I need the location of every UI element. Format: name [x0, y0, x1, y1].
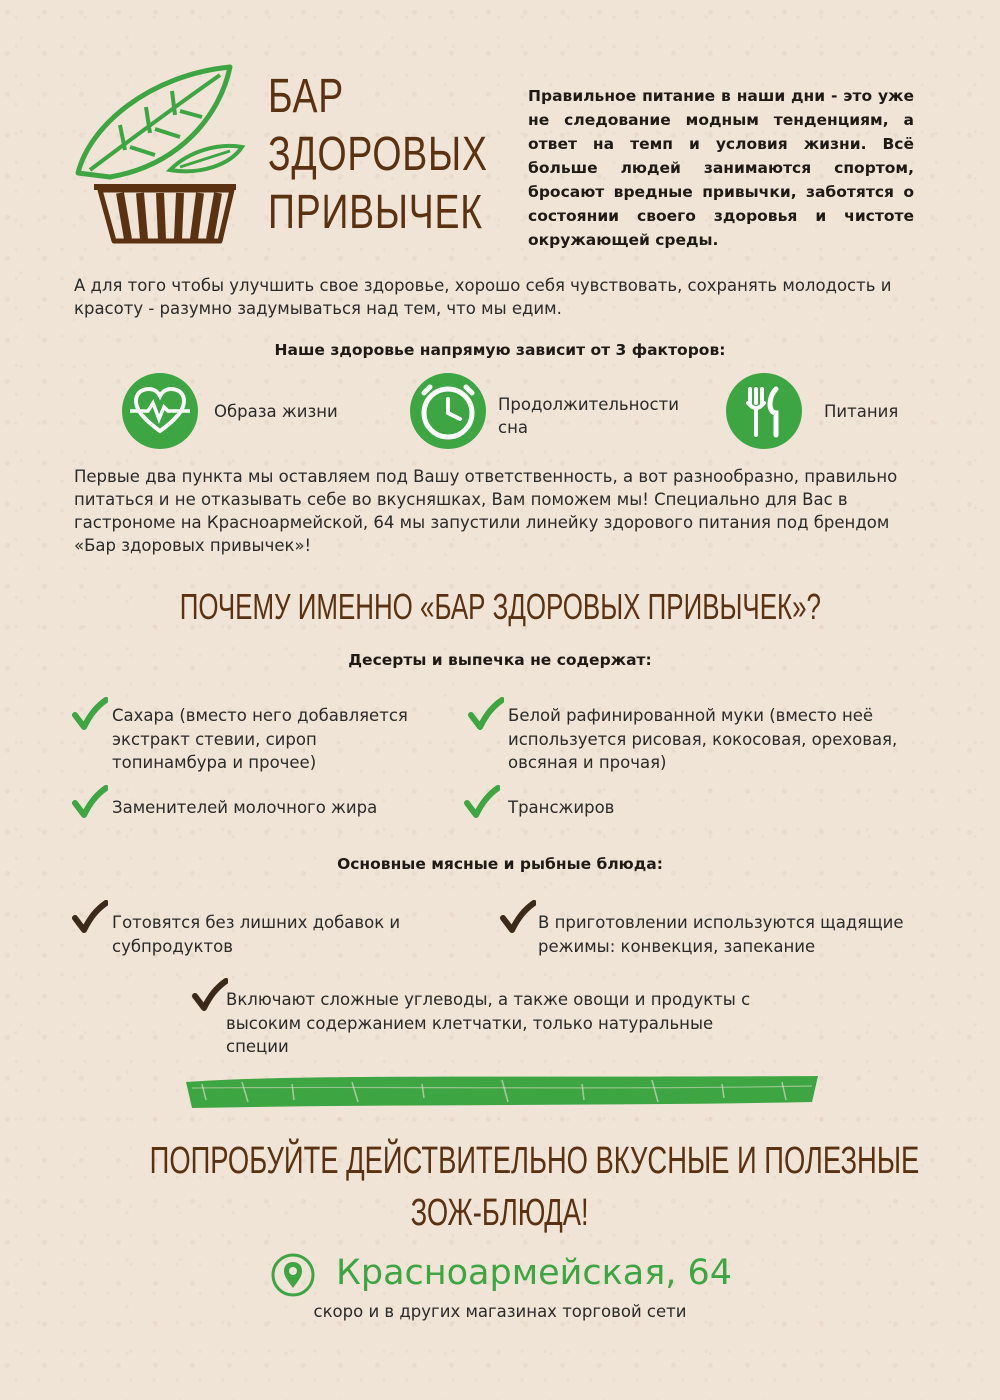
intro-text: Правильное питание в наши дни - это уже не следование модным тенденциям, а ответ на темп и условия жизни. Всё больше людей занимаются спортом, бросают вредные привычки, заботятся о состоянии своего здоровья и чистоте окружающей среды. [528, 87, 914, 249]
logo-icon [70, 55, 250, 250]
clock-icon [410, 373, 486, 449]
meat-heading: Основные мясные и рыбные блюда: [337, 855, 663, 873]
dessert-item-milkfat: Заменителей молочного жира [112, 798, 378, 817]
logo-line-1: БАР [268, 70, 345, 123]
factor-label-sleep: Продолжительности сна [498, 395, 679, 437]
heartbeat-icon [122, 373, 198, 449]
desserts-heading: Десерты и выпечка не содержат: [348, 651, 652, 669]
factors-heading: Наше здоровье напрямую зависит от 3 факторов: [274, 341, 726, 359]
location-pin-icon [270, 1252, 316, 1298]
dessert-item-flour: Белой рафинированной муки (вместо неё используется рисовая, кокосовая, ореховая, овсяная и прочая) [508, 706, 898, 772]
logo-line-3: ПРИВЫЧЕК [268, 186, 483, 239]
check-icon [468, 697, 504, 733]
meat-item-additives: Готовятся без лишних добавок и субпродуктов [112, 913, 401, 956]
logo-title [268, 68, 488, 242]
factor-label-lifestyle: Образа жизни [214, 402, 338, 421]
address-subtitle: скоро и в других магазинах торговой сети [313, 1302, 687, 1321]
meat-item-modes: В приготовлении используются щадящие режимы: конвекция, запекание [538, 913, 904, 956]
meat-item-carbs: Включают сложные углеводы, а также овощи и продукты с высоким содержанием клетчатки, только натуральные специи [226, 990, 751, 1056]
address-text: Красноармейская, 64 [336, 1253, 733, 1293]
cta-line-2-text: ЗОЖ-БЛЮДА! [410, 1192, 589, 1234]
check-icon [72, 697, 108, 733]
cta-line-1 [0, 1140, 1000, 1183]
check-icon [72, 900, 108, 936]
factor-label-nutrition: Питания [824, 402, 899, 421]
brush-divider [182, 1068, 822, 1112]
check-icon [464, 785, 500, 821]
paragraph-health: А для того чтобы улучшить свое здоровье, хорошо себя чувствовать, сохранять молодость и красоту - разумно задумываться над тем, что мы едим. [74, 276, 892, 318]
dessert-item-sugar: Сахара (вместо него добавляется экстракт стевии, сироп топинамбура и прочее) [112, 706, 408, 772]
paragraph-intro-line: Первые два пункта мы оставляем под Вашу ответственность, а вот разнообразно, правильно питаться и не отказывать себе во вкусняшках, Вам поможем мы! Специально для Вас в гастрономе на Красноармейской, 64 мы запустили линейку здорового питания под брендом «Бар здоровых привычек»! [74, 467, 898, 555]
logo-line-2: ЗДОРОВЫХ [268, 128, 488, 181]
dessert-item-transfat: Трансжиров [508, 798, 615, 817]
why-heading-text: ПОЧЕМУ ИМЕННО «БАР ЗДОРОВЫХ ПРИВЫЧЕК»? [179, 586, 821, 627]
fork-knife-icon [726, 373, 802, 449]
check-icon [72, 785, 108, 821]
cta-line-1-text: ПОПРОБУЙТЕ ДЕЙСТВИТЕЛЬНО ВКУСНЫЕ И ПОЛЕЗНЫЕ [149, 1140, 920, 1182]
cta-line-2 [0, 1192, 1000, 1235]
check-icon [500, 900, 536, 936]
why-heading [0, 586, 1000, 628]
check-icon [192, 978, 228, 1014]
